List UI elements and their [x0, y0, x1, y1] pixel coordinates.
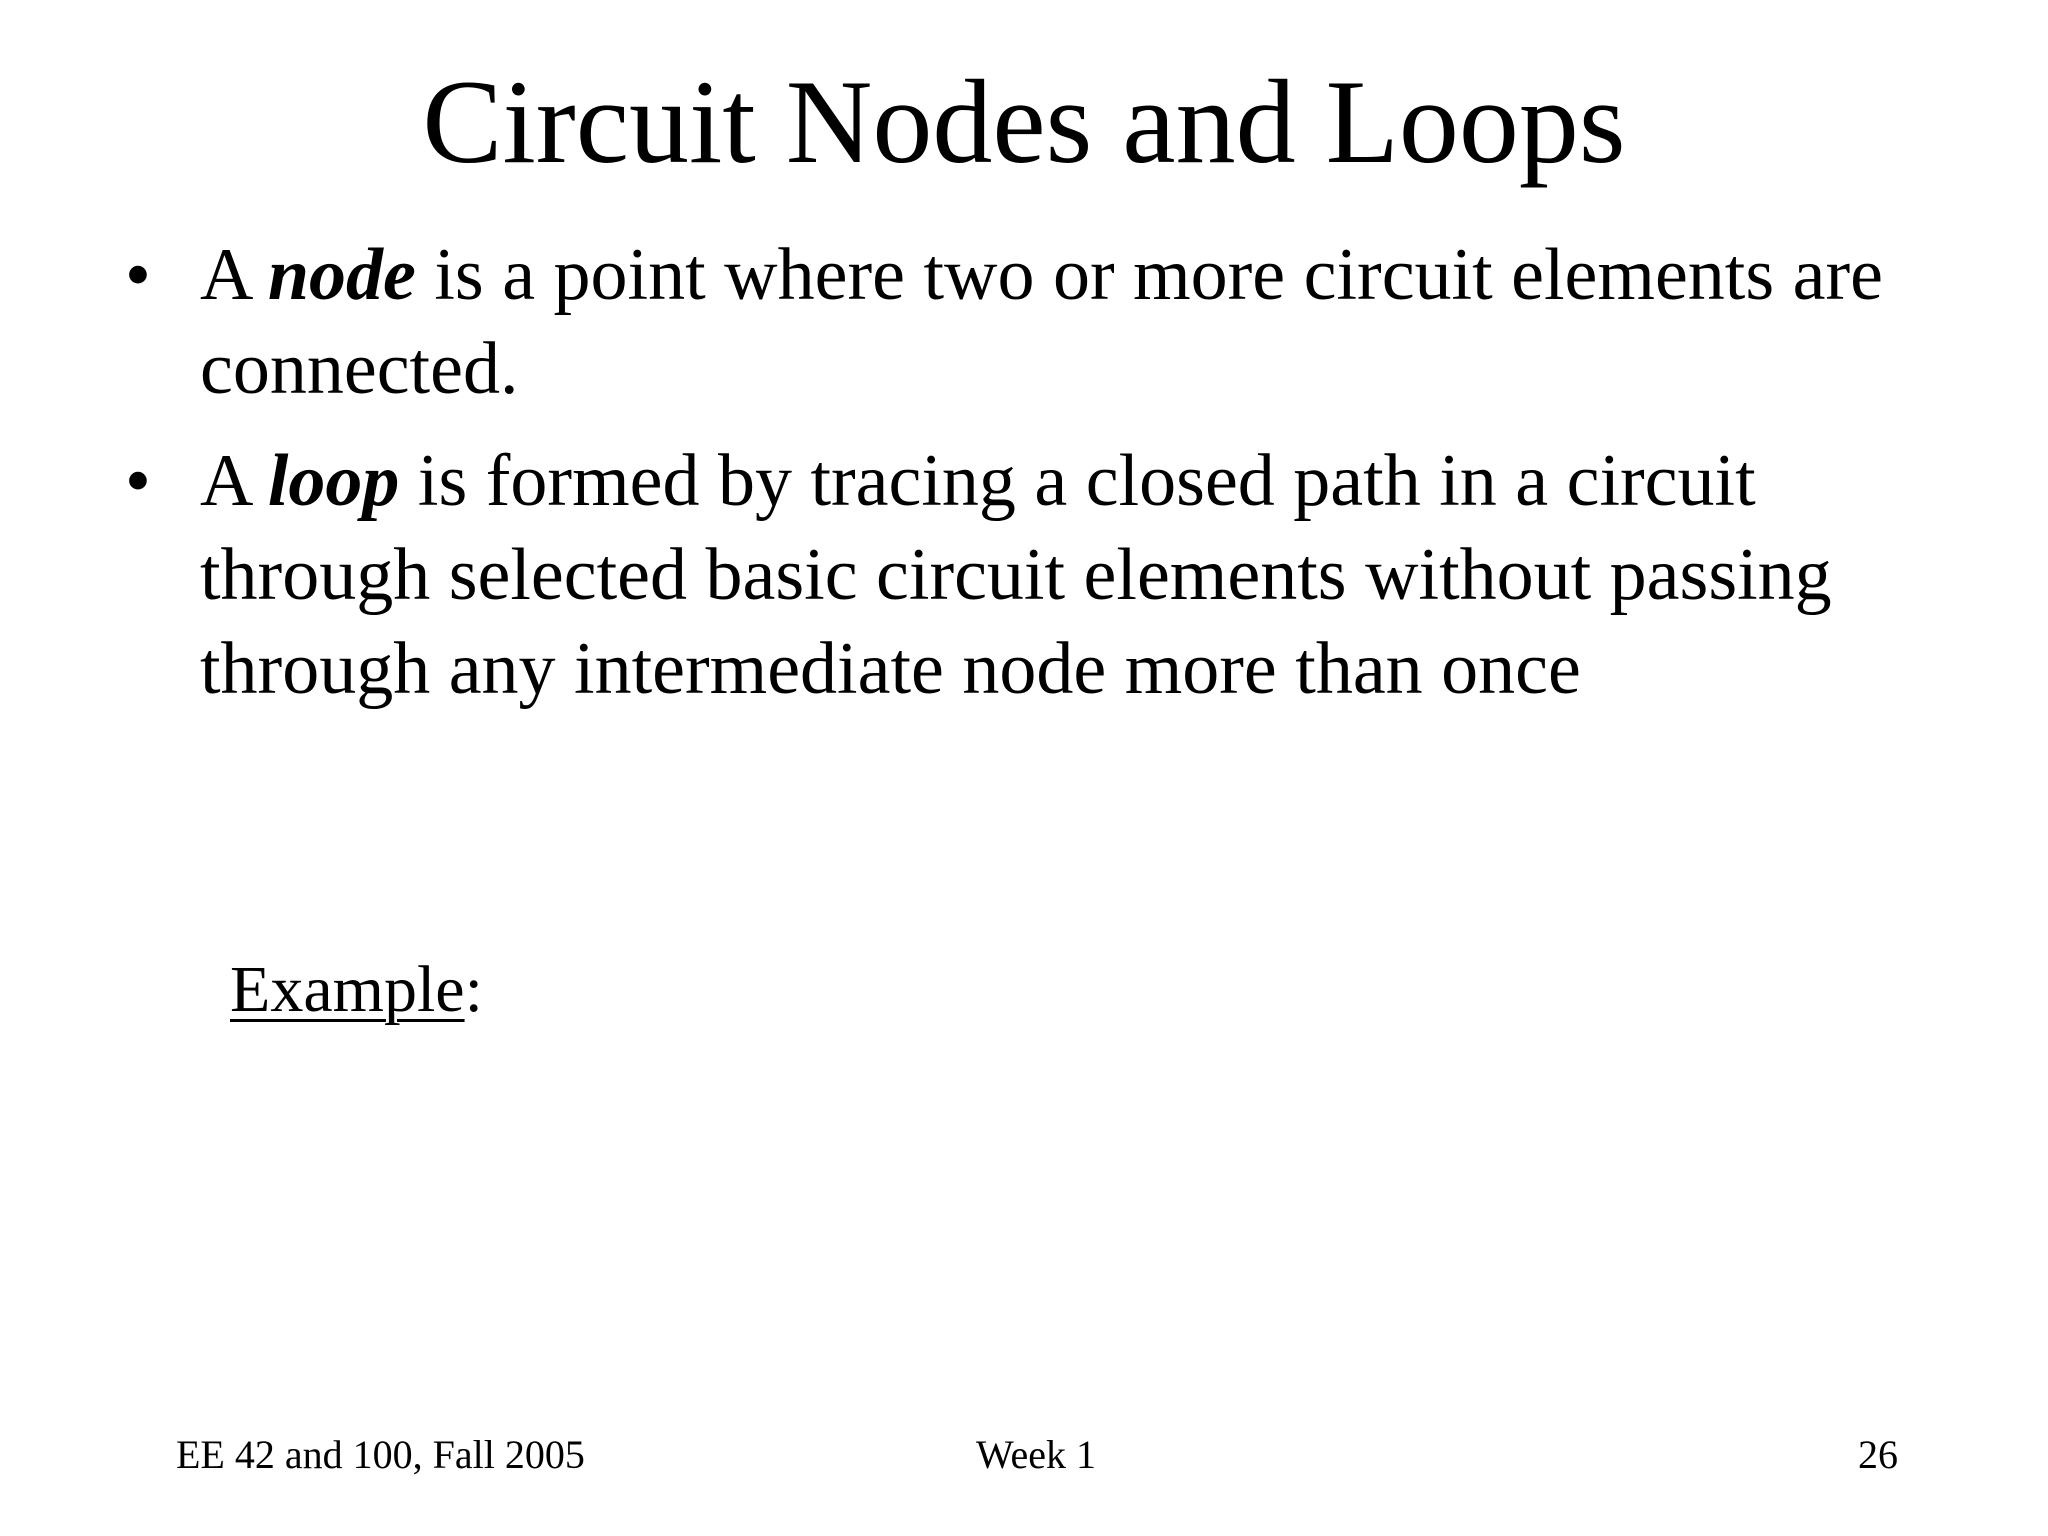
bullet-prefix: A — [200, 440, 268, 522]
example-colon: : — [464, 953, 483, 1026]
bullet-text: is formed by tracing a closed path in a circuit through selected basic circuit elements without passing through any intermediate node more than once — [200, 440, 1832, 710]
bullet-node-definition — [125, 228, 1940, 416]
slide-title: Circuit Nodes and Loops — [422, 55, 1626, 188]
bullet-marker: • — [125, 440, 151, 522]
slide-number: 26 — [1858, 1432, 1898, 1477]
term-node: node — [267, 234, 416, 316]
bullet-text: is a point where two or more circuit elements are connected. — [200, 234, 1883, 410]
footer-course: EE 42 and 100, Fall 2005 — [176, 1432, 585, 1477]
footer-week: Week 1 — [975, 1432, 1097, 1477]
example-label: Example — [230, 953, 465, 1026]
bullet-loop-definition — [125, 434, 1940, 716]
bullet-prefix: A — [200, 234, 268, 316]
bullet-marker: • — [125, 234, 151, 316]
bullet-list — [125, 228, 1940, 734]
example-heading — [230, 950, 483, 1030]
term-loop: loop — [267, 440, 400, 522]
